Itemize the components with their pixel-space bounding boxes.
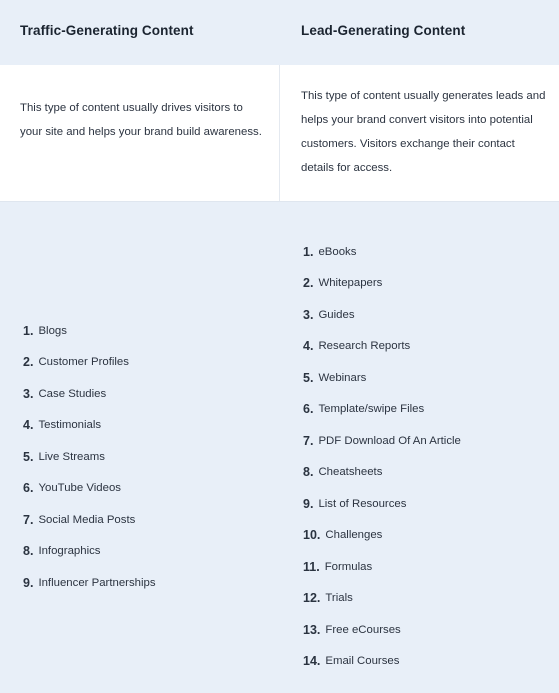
list-item: [303, 236, 461, 268]
list-item-label: Formulas: [324, 560, 373, 573]
list-item-number: 8.: [303, 465, 314, 480]
list-item-number: 1.: [303, 244, 314, 259]
list-item: [303, 583, 461, 615]
list-item: [23, 536, 156, 568]
list-item-label: Trials: [325, 592, 353, 605]
list-item-label: Social Media Posts: [38, 513, 136, 526]
list-item: [23, 567, 156, 599]
list-item-label: Case Studies: [38, 387, 107, 400]
list-item-label: List of Resources: [318, 497, 407, 510]
list-item-label: Infographics: [38, 545, 101, 558]
header-row: [0, 0, 559, 65]
list-item-number: 14.: [303, 654, 321, 669]
column-title-lead: Lead-Generating Content: [301, 23, 466, 38]
list-item: [303, 299, 461, 331]
list-item-number: 6.: [23, 481, 34, 496]
list-item-label: Live Streams: [38, 450, 105, 463]
list-item: [23, 410, 156, 442]
list-item-number: 9.: [303, 496, 314, 511]
description-lead: This type of content usually generates leads and helps your brand convert visitors into potential customers. Visitors exchange their contact details for access.: [301, 90, 546, 174]
list-item-number: 5.: [303, 370, 314, 385]
list-item: [303, 425, 461, 457]
list-item-number: 2.: [23, 355, 34, 370]
list-item-label: Customer Profiles: [38, 356, 129, 369]
list-item-label: Webinars: [318, 371, 367, 384]
list-item-number: 3.: [303, 307, 314, 322]
list-item-label: Challenges: [325, 529, 383, 542]
list-item: [23, 315, 156, 347]
description-traffic: This type of content usually drives visitors to your site and helps your brand build awareness.: [20, 102, 262, 138]
header-cell-traffic: [0, 0, 280, 65]
list-item: [303, 394, 461, 426]
header-cell-lead: [280, 0, 559, 65]
list-item: [303, 614, 461, 646]
list-item-label: Email Courses: [325, 655, 400, 668]
list-item: [23, 378, 156, 410]
list-item-number: 3.: [23, 386, 34, 401]
list-item-label: Cheatsheets: [318, 466, 383, 479]
list-item-number: 4.: [23, 418, 34, 433]
list-item-label: Influencer Partnerships: [38, 576, 156, 589]
list-item-label: eBooks: [318, 245, 357, 258]
list-cell-traffic: [0, 202, 280, 693]
list-item-number: 7.: [303, 433, 314, 448]
list-item-label: Research Reports: [318, 340, 411, 353]
description-cell-traffic: [0, 65, 280, 201]
list-item-number: 8.: [23, 544, 34, 559]
list-item-label: Free eCourses: [325, 623, 401, 636]
list-item-label: YouTube Videos: [38, 482, 121, 495]
column-title-traffic: Traffic-Generating Content: [20, 23, 194, 38]
list-item: [303, 457, 461, 489]
list-item: [23, 473, 156, 505]
list-item-number: 11.: [303, 559, 320, 574]
list-item-label: Template/swipe Files: [318, 403, 425, 416]
list-item: [303, 331, 461, 363]
list-item: [303, 520, 461, 552]
list-item-number: 2.: [303, 276, 314, 291]
list-item: [23, 441, 156, 473]
list-item-number: 9.: [23, 575, 34, 590]
list-item-number: 13.: [303, 622, 321, 637]
list-item-label: Blogs: [38, 324, 67, 337]
list-item: [23, 347, 156, 379]
list-item-number: 4.: [303, 339, 314, 354]
list-item-label: Testimonials: [38, 419, 102, 432]
list-item-label: Guides: [318, 308, 355, 321]
list-row: [0, 202, 559, 693]
list-item-number: 12.: [303, 591, 321, 606]
list-item: [303, 551, 461, 583]
lead-content-list: [303, 236, 461, 677]
traffic-content-list: [23, 315, 156, 599]
list-item: [303, 362, 461, 394]
list-item: [303, 268, 461, 300]
list-cell-lead: [280, 202, 559, 693]
list-item-number: 5.: [23, 449, 34, 464]
list-item: [23, 504, 156, 536]
list-item-number: 7.: [23, 512, 34, 527]
list-item-label: PDF Download Of An Article: [318, 434, 461, 447]
list-item: [303, 488, 461, 520]
list-item-label: Whitepapers: [318, 277, 383, 290]
description-cell-lead: [280, 65, 559, 201]
list-item-number: 1.: [23, 323, 34, 338]
list-item-number: 10.: [303, 528, 321, 543]
description-row: [0, 65, 559, 202]
list-item: [303, 646, 461, 678]
list-item-number: 6.: [303, 402, 314, 417]
